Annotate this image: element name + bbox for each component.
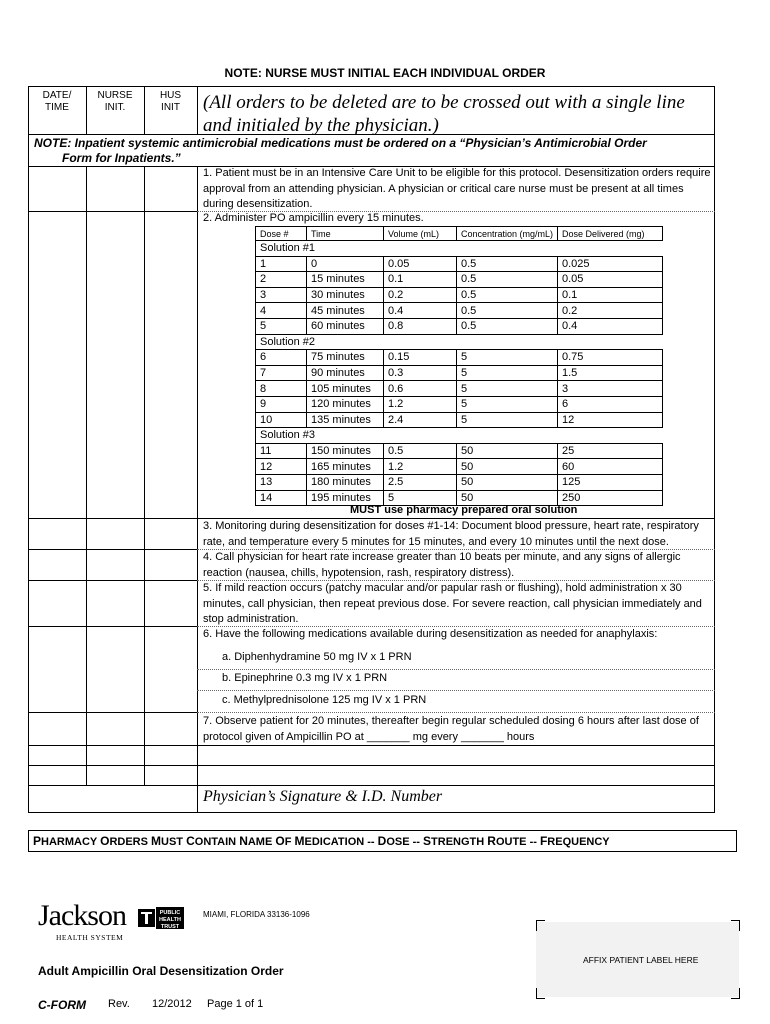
row-line	[197, 712, 715, 713]
table-row	[256, 318, 663, 334]
table-row	[256, 350, 663, 366]
dose-cell: 0.4	[558, 318, 663, 334]
dose-cell: 50	[457, 443, 558, 459]
order-step-7: 7. Observe patient for 20 minutes, thereafter begin regular scheduled dosing 6 hours after last dose of protocol given of Ampicillin PO at _______ mg every _______ hours	[203, 715, 699, 743]
col-header-hus: HUS INIT	[159, 90, 182, 113]
dose-cell: 250	[558, 490, 663, 506]
dose-cell: 0.5	[457, 272, 558, 288]
col-divider	[197, 86, 198, 134]
dose-cell: 0.5	[457, 256, 558, 272]
row-line	[28, 712, 197, 713]
dose-cell: 0.2	[384, 287, 457, 303]
order-step-5: 5. If mild reaction occurs (patchy macular and/or papular rash or flushing), hold administration x 30 minutes, call physician, then repeat previous dose. For severe reaction, call physician immediately and stop administration.	[203, 582, 702, 625]
dose-cell: 15 minutes	[307, 272, 384, 288]
dose-table-header	[256, 227, 663, 241]
dose-cell: 5	[457, 396, 558, 412]
dose-cell: 3	[558, 381, 663, 397]
dose-cell: 0.025	[558, 256, 663, 272]
dose-cell: 5	[457, 412, 558, 428]
form-code: C-FORM	[38, 998, 86, 1012]
dose-cell: 180 minutes	[307, 474, 384, 490]
anaphylaxis-med-b: b. Epinephrine 0.3 mg IV x 1 PRN	[222, 672, 388, 684]
dose-cell: 3	[256, 287, 307, 303]
dose-cell: 195 minutes	[307, 490, 384, 506]
dose-cell: 4	[256, 303, 307, 319]
dose-cell: 1.5	[558, 365, 663, 381]
table-row	[256, 287, 663, 303]
table-row	[256, 443, 663, 459]
dose-cell: 6	[558, 396, 663, 412]
dose-cell: 0.8	[384, 318, 457, 334]
dose-cell: 5	[256, 318, 307, 334]
table-row	[256, 474, 663, 490]
svg-text:PUBLIC: PUBLIC	[159, 910, 181, 916]
must-note: MUST use pharmacy prepared oral solution	[350, 504, 578, 516]
dose-cell: 0.15	[384, 350, 457, 366]
col-header-nurse: NURSE INIT.	[97, 90, 133, 113]
nurse-initial-note: NOTE: NURSE MUST INITIAL EACH INDIVIDUAL ORDER	[224, 66, 546, 80]
dose-cell: 11	[256, 443, 307, 459]
dose-table-header-cell: Dose #	[256, 227, 307, 241]
rev-date: 12/2012	[152, 998, 192, 1010]
row-line	[28, 785, 715, 786]
jackson-logo: Jackson	[38, 899, 126, 932]
dose-cell: 50	[457, 459, 558, 475]
rev-label: Rev.	[108, 998, 130, 1010]
svg-text:TRUST: TRUST	[160, 924, 180, 930]
dose-cell: 0.1	[384, 272, 457, 288]
table-row	[256, 412, 663, 428]
order-step-6: 6. Have the following medications available during desensitization as needed for anaphylaxis:	[203, 628, 658, 640]
table-row	[256, 396, 663, 412]
dose-cell: 25	[558, 443, 663, 459]
dose-cell: 0.6	[384, 381, 457, 397]
label-corner-br	[731, 988, 740, 999]
dose-cell: 0.4	[384, 303, 457, 319]
dose-cell: 0.1	[558, 287, 663, 303]
row-line	[28, 211, 197, 212]
solution-label-row	[256, 428, 663, 444]
anaphylaxis-med-a: a. Diphenhydramine 50 mg IV x 1 PRN	[222, 651, 412, 663]
dose-cell: 1	[256, 256, 307, 272]
solution-label-row	[256, 334, 663, 350]
page-number: Page 1 of 1	[207, 998, 264, 1010]
dose-cell: 2.5	[384, 474, 457, 490]
table-row	[256, 272, 663, 288]
solution-label: Solution #1	[256, 241, 663, 257]
dose-cell: 2.4	[384, 412, 457, 428]
form-title: Adult Ampicillin Oral Desensitization Order	[38, 964, 284, 978]
row-line	[28, 626, 197, 627]
dose-cell: 10	[256, 412, 307, 428]
address: MIAMI, FLORIDA 33136-1096	[203, 910, 310, 919]
row-line	[197, 690, 715, 691]
table-row	[256, 381, 663, 397]
dose-cell: 135 minutes	[307, 412, 384, 428]
label-corner-bl	[536, 988, 545, 999]
order-step-4: 4. Call physician for heart rate increase greater than 10 beats per minute, and any signs of allergic reaction (nausea, chills, hypotension, rash, respiratory distress).	[203, 551, 681, 579]
label-corner-tr	[731, 920, 740, 931]
dose-cell: 14	[256, 490, 307, 506]
dose-cell: 0.2	[558, 303, 663, 319]
dose-cell: 125	[558, 474, 663, 490]
dose-table-header-cell: Concentration (mg/mL)	[457, 227, 558, 241]
order-step-3: 3. Monitoring during desensitization for doses #1-14: Document blood pressure, heart rate, respiratory rate, and temperature every 5 minutes for 15 minutes, and every 10 minutes until the next dose.	[203, 520, 699, 548]
col-divider	[144, 166, 145, 785]
dose-cell: 2	[256, 272, 307, 288]
dose-cell: 5	[457, 350, 558, 366]
anaphylaxis-med-c: c. Methylprednisolone 125 mg IV x 1 PRN	[222, 694, 427, 706]
dose-cell: 90 minutes	[307, 365, 384, 381]
table-row	[256, 459, 663, 475]
row-line	[28, 549, 197, 550]
solution-label-row	[256, 241, 663, 257]
dose-cell: 0.5	[457, 287, 558, 303]
affix-label-text: AFFIX PATIENT LABEL HERE	[583, 955, 699, 965]
dose-cell: 75 minutes	[307, 350, 384, 366]
dose-table-header-cell: Volume (mL)	[384, 227, 457, 241]
order-step-1: 1. Patient must be in an Intensive Care Unit to be eligible for this protocol. Desensitization orders require approval from an attending physician. A physician or critical care nurse must be present at all times during desensitization.	[203, 167, 711, 210]
dose-cell: 0.3	[384, 365, 457, 381]
dose-cell: 12	[558, 412, 663, 428]
dose-table-header-cell: Dose Delivered (mg)	[558, 227, 663, 241]
dose-cell: 0.75	[558, 350, 663, 366]
dose-cell: 45 minutes	[307, 303, 384, 319]
dose-cell: 165 minutes	[307, 459, 384, 475]
dose-cell: 0.5	[457, 303, 558, 319]
dose-cell: 7	[256, 365, 307, 381]
dose-cell: 1.2	[384, 396, 457, 412]
dose-cell: 5	[457, 365, 558, 381]
label-corner-tl	[536, 920, 545, 931]
dose-cell: 50	[457, 490, 558, 506]
dose-cell: 9	[256, 396, 307, 412]
row-line	[28, 765, 715, 766]
row-line	[28, 745, 715, 746]
col-divider	[86, 166, 87, 785]
dose-cell: 0.05	[558, 272, 663, 288]
public-health-trust-logo	[137, 906, 185, 930]
dose-cell: 60	[558, 459, 663, 475]
dose-table-header-cell: Time	[307, 227, 384, 241]
dose-cell: 150 minutes	[307, 443, 384, 459]
svg-text:HEALTH: HEALTH	[159, 917, 181, 923]
dose-cell: 8	[256, 381, 307, 397]
col-divider	[197, 166, 198, 813]
dose-cell: 1.2	[384, 459, 457, 475]
solution-label: Solution #3	[256, 428, 663, 444]
dose-table	[255, 226, 663, 506]
dose-cell: 0.5	[457, 318, 558, 334]
dose-cell: 0.05	[384, 256, 457, 272]
pharmacy-banner: PHARMACY ORDERS MUST CONTAIN NAME OF MEDICATION -- DOSE -- STRENGTH ROUTE -- FREQUENCY	[28, 830, 737, 852]
row-line	[197, 669, 715, 670]
jackson-logo-sub: HEALTH SYSTEM	[56, 933, 124, 942]
solution-label: Solution #2	[256, 334, 663, 350]
dose-cell: 0.5	[384, 443, 457, 459]
table-row	[256, 365, 663, 381]
physician-signature-field[interactable]: Physician’s Signature & I.D. Number	[203, 788, 443, 805]
dose-cell: 5	[384, 490, 457, 506]
dose-cell: 30 minutes	[307, 287, 384, 303]
dose-cell: 50	[457, 474, 558, 490]
deletion-note: (All orders to be deleted are to be crossed out with a single line and initialed by the physician.)	[203, 92, 685, 136]
inpatient-note: NOTE: Inpatient systemic antimicrobial medications must be ordered on a “Physician’s Antimicrobial Order Form for Inpatients.”	[34, 136, 647, 165]
dose-cell: 12	[256, 459, 307, 475]
dose-cell: 13	[256, 474, 307, 490]
table-row	[256, 303, 663, 319]
table-row	[256, 256, 663, 272]
dose-cell: 0	[307, 256, 384, 272]
order-step-2: 2. Administer PO ampicillin every 15 minutes.	[203, 212, 424, 224]
dose-cell: 6	[256, 350, 307, 366]
dose-cell: 105 minutes	[307, 381, 384, 397]
dose-cell: 5	[457, 381, 558, 397]
dose-cell: 120 minutes	[307, 396, 384, 412]
dose-cell: 60 minutes	[307, 318, 384, 334]
row-line	[28, 580, 197, 581]
col-header-date: DATE/ TIME	[42, 90, 72, 113]
